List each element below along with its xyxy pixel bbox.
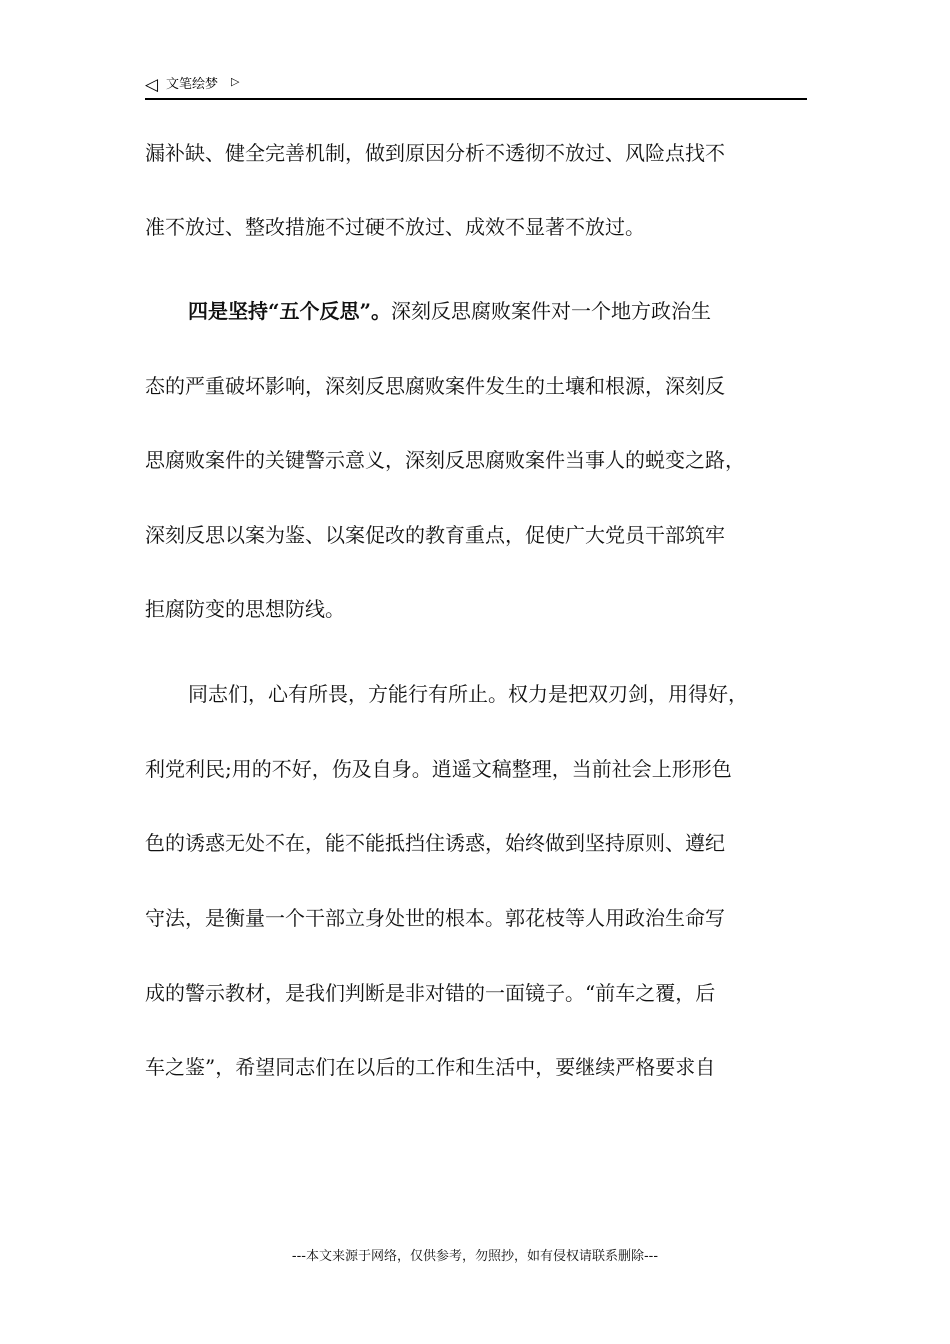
page-header xyxy=(145,72,807,100)
body-line: 车之鉴”，希望同志们在以后的工作和生活中，要继续严格要求自 xyxy=(145,1055,716,1079)
body-line-text: 深刻反思腐败案件对一个地方政治生 xyxy=(391,299,712,323)
body-line: 深刻反思以案为鉴、以案促改的教育重点，促使广大党员干部筑牢 xyxy=(145,523,725,547)
body-line xyxy=(145,299,805,324)
body-line: 准不放过、整改措施不过硬不放过、成效不显著不放过。 xyxy=(145,215,645,239)
header-brand: 文笔绘梦 xyxy=(166,77,219,92)
section-heading: 四是坚持“五个反思”。 xyxy=(188,299,392,323)
body-line: 态的严重破坏影响，深刻反思腐败案件发生的土壤和根源，深刻反 xyxy=(145,374,725,398)
triangle-left-icon: ◁ xyxy=(145,75,159,95)
body-line: 同志们，心有所畏，方能行有所止。权力是把双刃剑，用得好， xyxy=(188,682,748,706)
body-line: 拒腐防变的思想防线。 xyxy=(145,597,345,621)
body-line: 色的诱惑无处不在，能不能抵挡住诱惑，始终做到坚持原则、遵纪 xyxy=(145,831,725,855)
page-footer-disclaimer: ---本文来源于网络，仅供参考，勿照抄，如有侵权请联系删除--- xyxy=(291,1249,659,1264)
body-line: 漏补缺、健全完善机制，做到原因分析不透彻不放过、风险点找不 xyxy=(145,141,725,165)
body-line: 思腐败案件的关键警示意义，深刻反思腐败案件当事人的蜕变之路， xyxy=(145,448,745,472)
triangle-right-icon: ▷ xyxy=(231,75,240,88)
body-line: 成的警示教材，是我们判断是非对错的一面镜子。“前车之覆，后 xyxy=(145,981,716,1005)
body-line: 利党利民;用的不好，伤及自身。逍遥文稿整理，当前社会上形形色 xyxy=(145,757,732,781)
body-line: 守法，是衡量一个干部立身处世的根本。郭花枝等人用政治生命写 xyxy=(145,906,725,930)
